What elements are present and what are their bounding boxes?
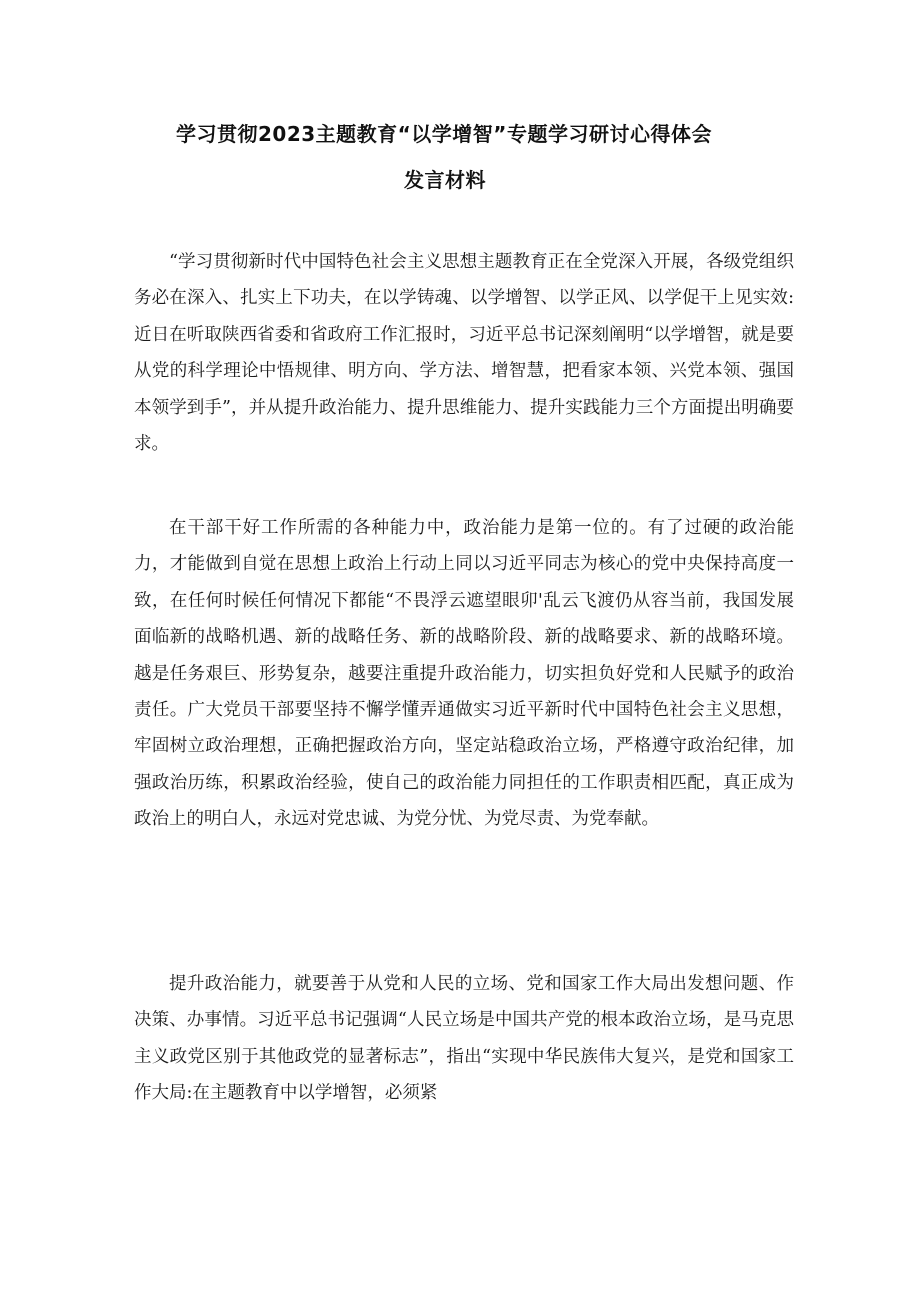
document-title-line-2: 发言材料 bbox=[404, 168, 486, 192]
body-paragraph-2: 在干部干好工作所需的各种能力中，政治能力是第一位的。有了过硬的政治能力，才能做到自觉在思想上政治上行动上同以习近平同志为核心的党中央保持高度一致，在任何时候任何情况下都能“不畏浮云遮望眼卯'乱云飞渡仍从容当前，我国发展面临新的战略机遇、新的战略任务、新的战略阶段、新的战略要求、新的战略环境。越是任务艰巨、形势复杂，越要注重提升政治能力，切实担负好党和人民赋予的政治责任。广大党员干部要坚持不懈学懂弄通做实习近平新时代中国特色社会主义思想，牢固树立政治理想，正确把握政治方向，坚定站稳政治立场，严格遵守政治纪律，加强政治历练，积累政治经验，使自己的政治能力同担任的工作职责相匹配，真正成为政治上的明白人，永远对党忠诚、为党分忧、为党尽责、为党奉献。 bbox=[134, 518, 794, 830]
body-paragraph-1: “学习贯彻新时代中国特色社会主义思想主题教育正在全党深入开展，各级党组织务必在深入、扎实上下功夫，在以学铸魂、以学增智、以学正风、以学促干上见实效:近日在听取陕西省委和省政府工作汇报时，习近平总书记深刻阐明“以学增智，就是要从党的科学理论中悟规律、明方向、学方法、增智慧，把看家本领、兴党本领、强国本领学到手”，并从提升政治能力、提升思维能力、提升实践能力三个方面提出明确要求。 bbox=[134, 252, 794, 455]
body-paragraph-3: 提升政治能力，就要善于从党和人民的立场、党和国家工作大局出发想问题、作决策、办事情。习近平总书记强调“人民立场是中国共产党的根本政治立场，是马克思主义政党区别于其他政党的显著标志”，指出“实现中华民族伟大复兴，是党和国家工作大局:在主题教育中以学增智，必须紧 bbox=[134, 974, 794, 1104]
document-title-line-1: 学习贯彻2023主题教育“以学增智”专题学习研讨心得体会 bbox=[176, 122, 712, 146]
